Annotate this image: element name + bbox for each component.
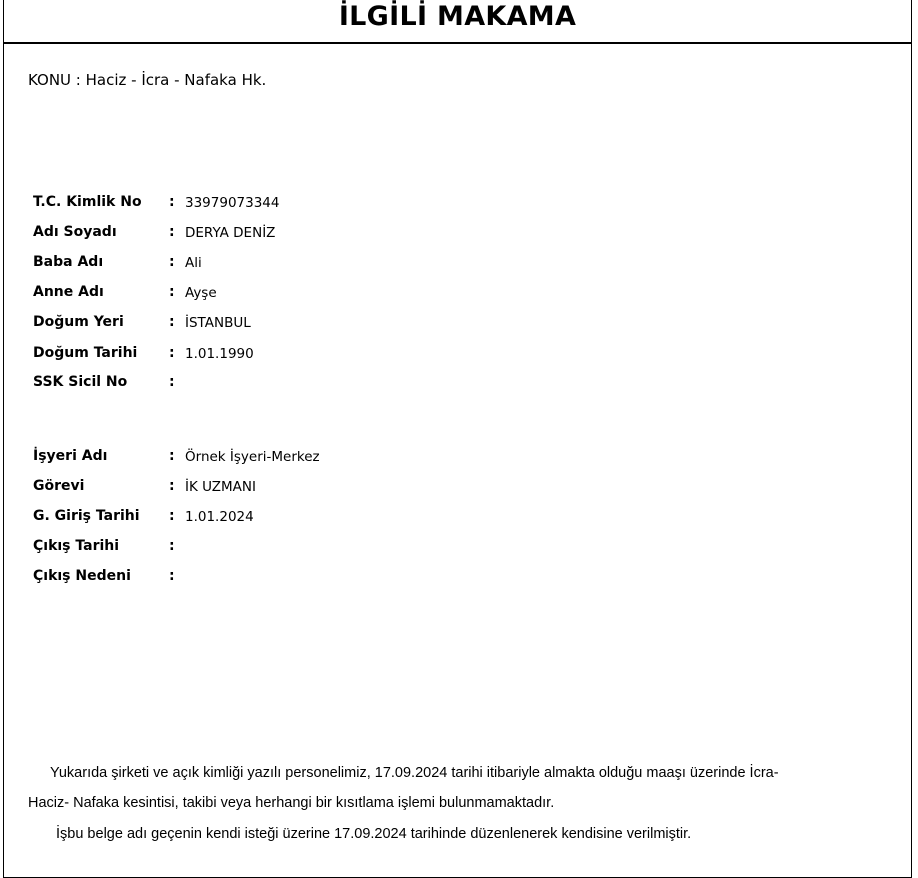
- field-label: Görevi: [33, 478, 85, 494]
- field-label: Çıkış Tarihi: [33, 538, 120, 554]
- field-colon: :: [169, 374, 175, 390]
- field-colon: :: [169, 568, 175, 584]
- field-colon: :: [169, 538, 175, 554]
- field-colon: :: [169, 194, 175, 210]
- field-colon: :: [169, 478, 175, 494]
- field-value: Ali: [185, 255, 202, 271]
- field-label: İşyeri Adı: [33, 448, 108, 464]
- field-value: DERYA DENİZ: [185, 225, 276, 241]
- field-label: Çıkış Nedeni: [33, 568, 131, 584]
- field-colon: :: [169, 508, 175, 524]
- field-label: SSK Sicil No: [33, 374, 128, 390]
- field-label: Doğum Tarihi: [33, 345, 138, 361]
- field-colon: :: [169, 448, 175, 464]
- title-bar: [3, 0, 912, 44]
- field-label: Adı Soyadı: [33, 224, 117, 240]
- field-value: 1.01.2024: [185, 509, 254, 525]
- field-label: T.C. Kimlik No: [33, 194, 142, 210]
- field-label: Anne Adı: [33, 284, 104, 300]
- field-colon: :: [169, 345, 175, 361]
- field-colon: :: [169, 314, 175, 330]
- body-line-1: Yukarıda şirketi ve açık kimliği yazılı personelimiz, 17.09.2024 tarihi itibariyle almakta olduğu maaşı üzerinde İcra-: [50, 765, 779, 781]
- body-line-2: Haciz- Nafaka kesintisi, takibi veya herhangi bir kısıtlama işlemi bulunmamaktadır.: [28, 795, 555, 811]
- field-label: G. Giriş Tarihi: [33, 508, 140, 524]
- body-line-3: İşbu belge adı geçenin kendi isteği üzerine 17.09.2024 tarihinde düzenlenerek kendisine verilmiştir.: [56, 826, 692, 842]
- document-frame: [3, 0, 912, 878]
- field-value: 1.01.1990: [185, 346, 254, 362]
- subject-line: KONU : Haciz - İcra - Nafaka Hk.: [28, 71, 267, 89]
- field-value: Ayşe: [185, 285, 217, 301]
- field-colon: :: [169, 254, 175, 270]
- field-label: Doğum Yeri: [33, 314, 124, 330]
- field-value: 33979073344: [185, 195, 280, 211]
- document-title: İLGİLİ MAKAMA: [338, 1, 577, 32]
- field-value: İSTANBUL: [185, 315, 251, 331]
- field-colon: :: [169, 284, 175, 300]
- field-value: İK UZMANI: [185, 479, 256, 495]
- field-value: Örnek İşyeri-Merkez: [185, 449, 320, 465]
- field-colon: :: [169, 224, 175, 240]
- field-label: Baba Adı: [33, 254, 104, 270]
